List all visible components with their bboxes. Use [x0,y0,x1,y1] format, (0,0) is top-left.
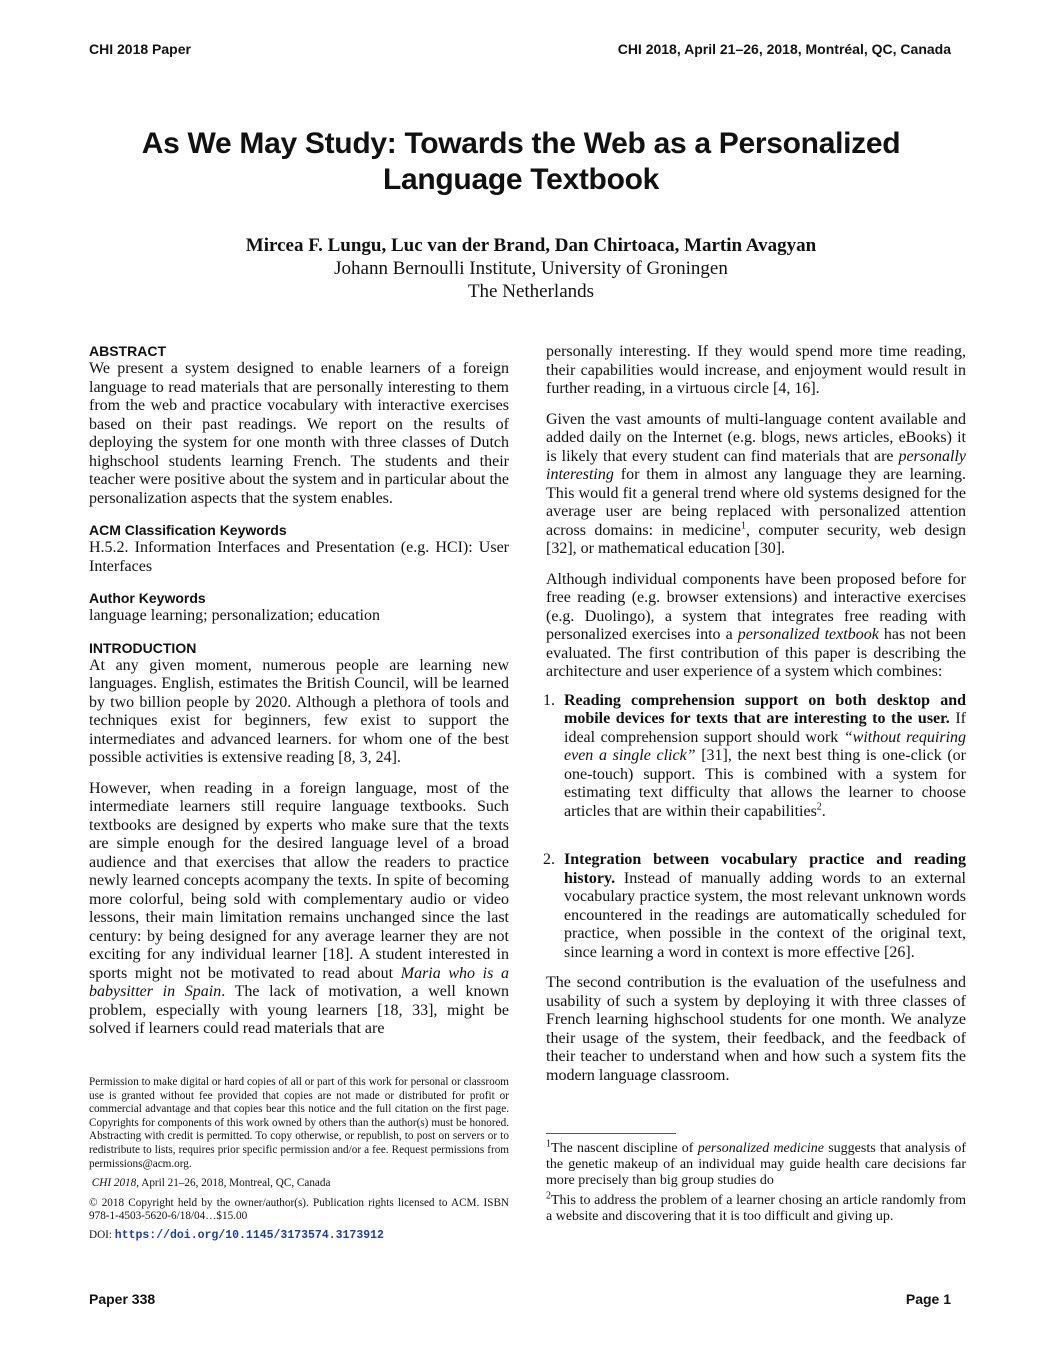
footnote-1: $^1$The nascent discipline of personalized medicine suggests that analysis of the genetic makeup of an individual may guide health care decisions far more precisely than big group studies do [546,1138,967,1188]
copyright-line: © 2018 Copyright held by the owner/author(s). Publication rights licensed to ACM. ISBN 978-1-4503-5620-6/18/04…$15.00 [89,1196,509,1223]
footer-paper-number: Paper 338 [89,1291,156,1307]
acm-text: H.5.2. Information Interfaces and Presentation (e.g. HCI): User Interfaces [89,539,509,575]
right-paragraph-4: The second contribution is the evaluation of the usefulness and usability of such a system by deploying it with three classes of French learning highschool students for one month. We analyze their usage of the system, their feedback, and the feedback of their teacher to understand when and how such a system fits the modern language classroom. [546,974,966,1084]
running-header-right: CHI 2018, April 21–26, 2018, Montréal, QC, Canada [617,41,951,57]
footer-page-number: Page 1 [905,1291,951,1307]
contribution-list [543,691,967,963]
keywords-text: language learning; personalization; education [89,607,380,624]
permission-block [89,1076,509,1243]
left-column [89,343,509,1039]
title-line-1: As We May Study: Towards the Web as a Personalized [141,127,901,160]
running-header-left: CHI 2018 Paper [89,41,191,57]
conference-line: CHI 2018, April 21–26, 2018, Montreal, QC, Canada [91,1177,331,1190]
introduction-heading: INTRODUCTION [89,639,197,656]
right-paragraph-1: personally interesting. If they would spend more time reading, their capabilities would increase, and enjoyment would result in further reading, in a virtuous circle [4, 16]. [546,343,966,397]
intro-paragraph-1: At any given moment, numerous people are learning new languages. English, estimates the British Council, will be learned by two billion people by 2020. Although a plethora of tools and techniques exist for beginners, few exist to support the intermediates and advanced learners. for whom one of the best possible activities is extensive reading [8, 3, 24]. [89,656,509,766]
author-country: The Netherlands [467,281,595,302]
keywords-heading: Author Keywords [89,590,206,606]
footnote-ref-1[interactable]: 1 [740,520,746,532]
doi-link[interactable]: https://doi.org/10.1145/3173574.3173912 [114,1228,384,1242]
author-names: Mircea F. Lungu, Luc van der Brand, Dan Chirtoaca, Martin Avagyan [245,235,817,256]
intro-paragraph-2: However, when reading in a foreign language, most of the intermediate learners still require language textbooks. Such textbooks are designed by experts who make sure that the texts are simple enough for the desired language level of a broad audience and that exercises that allow the readers to practice newly learned concepts acompany the texts. In spite of becoming more colorful, being sold with complementary audio or video lessons, their main limitation remains unchanged since the last century: by being designed for any average learner they are not exciting for any individual learner [18]. A student interested in sports might not be motivated to read about Maria who is a babysitter in Spain. The lack of motivation, a well known problem, especially with young learners [18, 33], might be solved if learners could read materials that are [89,779,510,1037]
list-item: 2. Integration between vocabulary practice and reading history. Instead of manually adding words to an external vocabulary practice system, the most relevant unknown words encountered in the readings are automatically scheduled for practice, when possible in the context of the original text, since learning a word in context is more effective [26]. [543,851,967,961]
author-block [60,234,1002,303]
title-line-2: Language Textbook [382,163,660,196]
footnote-2: $^2$This to address the problem of a learner chosing an article randomly from a website and discovering that it is too difficult and giving up. [546,1190,966,1224]
footnotes [546,1138,967,1229]
paper-title [60,126,982,198]
permission-text: Permission to make digital or hard copies of all or part of this work for personal or classroom use is granted without fee provided that copies are not made or distributed for profit or commercial advantage and that copies bear this notice and the full citation on the first page. Copyrights for components of this work owned by others than the author(s) must be honored. Abstracting with credit is permitted. To copy otherwise, or republish, to post on servers or to redistribute to lists, requires prior specific permission and/or a fee. Request permissions from permissions@acm.org. [89,1076,509,1170]
abstract-heading: ABSTRACT [89,343,166,359]
footnote-ref-2[interactable]: 2 [816,801,822,813]
author-affiliation: Johann Bernoulli Institute, University of Groningen [334,258,728,279]
footnote-divider [546,1133,676,1134]
acm-heading: ACM Classification Keywords [89,522,287,538]
intro-emphasis: Maria who is a babysitter in Spain [89,964,509,1000]
doi-line: DOI: https://doi.org/10.1145/3173574.3173912 [89,1228,384,1242]
abstract-text: We present a system designed to enable learners of a foreign language to read materials that are personally interesting to them from the web and practice vocabulary with interactive exercises based on their past readings. We report on the results of deploying the system for one month with three classes of Dutch highschool students learning French. The students and their teacher were positive about the system and in particular about the personalization aspects that the system enables. [89,360,509,507]
right-paragraph-2: Given the vast amounts of multi-language content available and added daily on the Internet (e.g. blogs, news articles, eBooks) it is likely that every student can find materials that are personally interesting for them in almost any language they are learning. This would fit a general trend where old systems designed for the average user are being replaced with personalized attention across domains: in medicine$^1$, computer security, web design [32], or mathematical education [30]. [546,410,967,557]
list-item: 1. Reading comprehension support on both desktop and mobile devices for texts that are interesting to the user. If ideal comprehension support should work “without requiring even a single click” [31], the next best thing is one-click (or one-touch) support. This is combined with a system for estimating text difficulty that allows the learner to choose articles that are within their capabilities$^2$. [543,691,967,820]
right-column [543,343,967,1085]
right-paragraph-3: Although individual components have been proposed before for free reading (e.g. browser extensions) and interactive exercises (e.g. Duolingo), a system that integrates free reading with personalized exercises into a personalized textbook has not been evaluated. The first contribution of this paper is describing the architecture and user experience of a system which combines: [546,570,967,680]
